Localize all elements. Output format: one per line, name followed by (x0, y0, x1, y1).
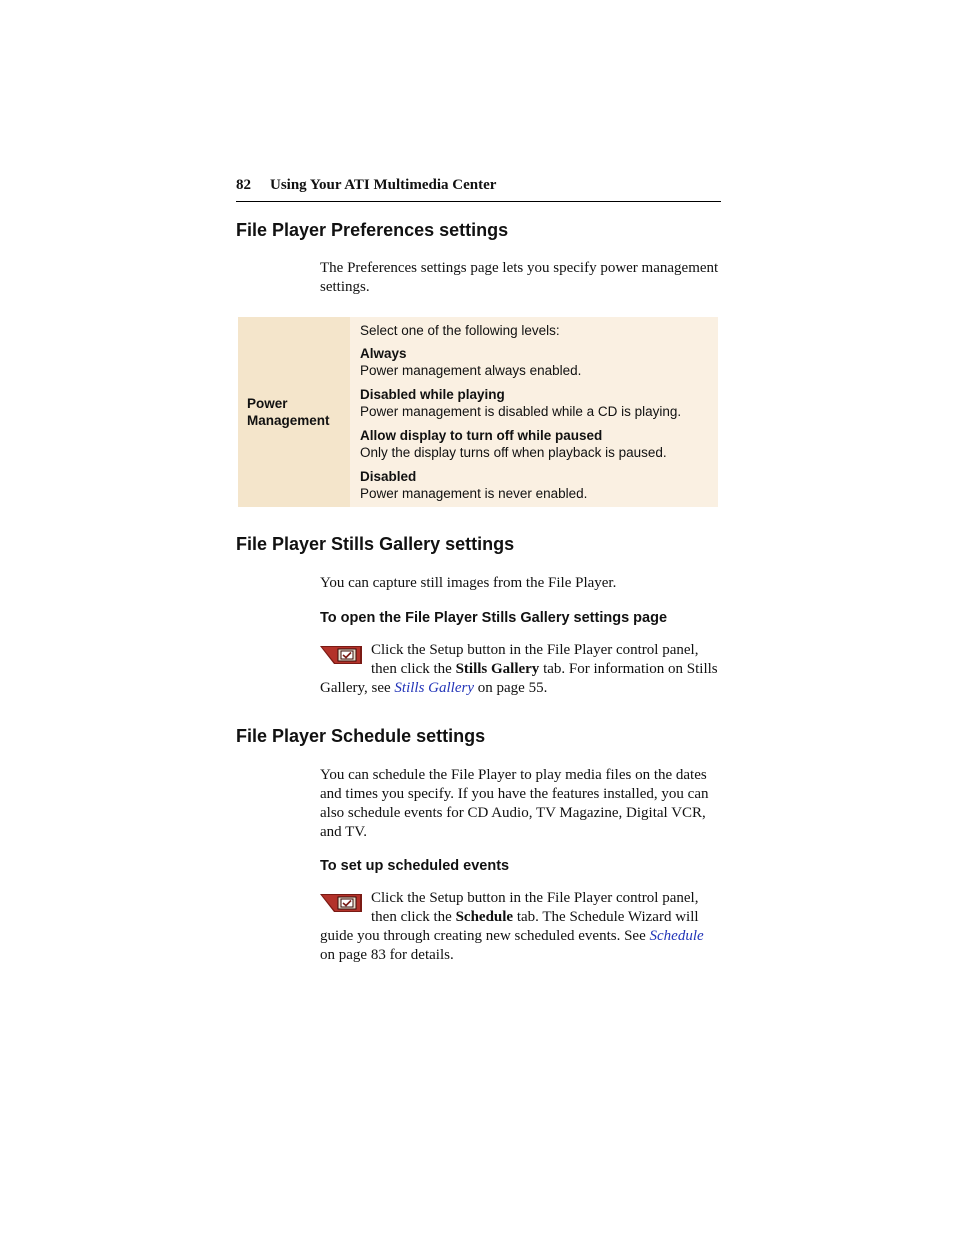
schedule-subheading: To set up scheduled events (320, 858, 510, 874)
option-desc: Power management is disabled while a CD is playing. (360, 404, 682, 419)
schedule-heading: File Player Schedule settings (236, 726, 486, 746)
option-name: Always (360, 346, 407, 361)
option-desc: Power management always enabled. (360, 363, 582, 378)
option-desc: Only the display turns off when playback is paused. (360, 445, 667, 460)
stills-subheading: To open the File Player Stills Gallery settings page (320, 610, 668, 626)
step-bold: Schedule (455, 909, 514, 925)
option-name: Disabled while playing (360, 387, 505, 402)
step-bold: Stills Gallery (455, 661, 540, 677)
setup-button-icon (320, 644, 362, 666)
schedule-intro: You can schedule the File Player to play media files on the dates and times you specify. If you have the features installed, you can also schedule events for CD Audio, TV Magazine, Digital VCR, and TV. (320, 767, 709, 840)
option-name: Allow display to turn off while paused (360, 428, 603, 443)
step-text: tab. For information on Stills Gallery, see (320, 661, 718, 696)
option-allow-display-off (360, 427, 708, 461)
schedule-link[interactable]: Schedule (649, 928, 704, 944)
option-desc: Power management is never enabled. (360, 486, 588, 501)
running-header (236, 177, 721, 194)
levels-intro: Select one of the following levels: (360, 323, 560, 338)
power-management-table (238, 317, 718, 507)
option-disabled (360, 468, 708, 502)
schedule-step (320, 889, 720, 965)
stills-step (320, 641, 720, 698)
step-text: on page 55. (474, 680, 548, 696)
stills-gallery-link[interactable]: Stills Gallery (394, 680, 474, 696)
option-name: Disabled (360, 469, 417, 484)
header-rule (236, 201, 721, 202)
step-text: Click the Setup button in the File Player control panel, then click the (371, 890, 699, 925)
step-text: on page 83 for details. (320, 947, 454, 963)
preferences-intro: The Preferences settings page lets you specify power management settings. (320, 260, 719, 295)
option-always (360, 345, 708, 379)
page-number: 82 (236, 177, 251, 193)
option-disabled-while-playing (360, 386, 708, 420)
table-label (238, 317, 350, 507)
table-values (350, 317, 718, 507)
step-text: Click the Setup button in the File Player control panel, then click the (371, 642, 699, 677)
setup-button-icon (320, 892, 362, 914)
step-text: tab. The Schedule Wizard will guide you through creating new scheduled events. See (320, 909, 699, 944)
stills-intro: You can capture still images from the File Player. (320, 575, 617, 591)
stills-heading: File Player Stills Gallery settings (236, 534, 515, 554)
power-management-label: Power Management (247, 396, 330, 428)
preferences-heading: File Player Preferences settings (236, 220, 509, 240)
header-title: Using Your ATI Multimedia Center (270, 177, 497, 193)
